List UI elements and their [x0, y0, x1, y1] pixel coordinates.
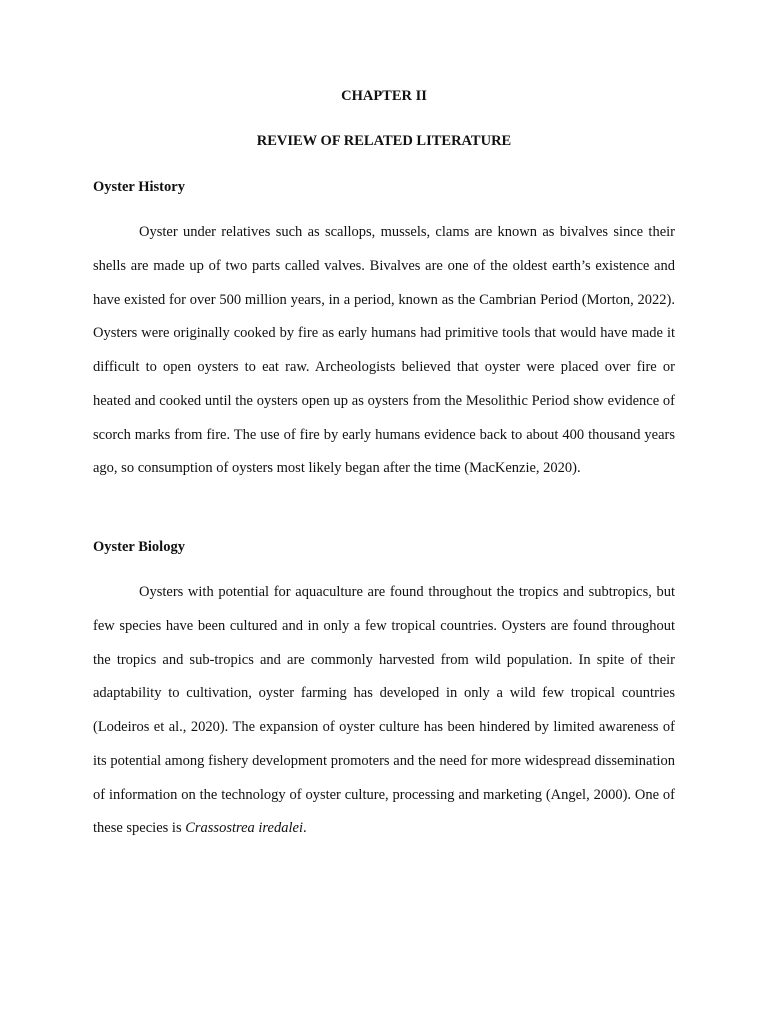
- paragraph-oyster-biology-end: .: [302, 820, 307, 837]
- chapter-title: REVIEW OF RELATED LITERATURE: [256, 133, 512, 149]
- species-name: Crassostrea iredalei: [185, 820, 303, 837]
- section-heading-oyster-biology: Oyster Biology: [93, 539, 185, 555]
- chapter-label: CHAPTER II: [341, 88, 427, 104]
- section-heading-oyster-history: Oyster History: [93, 179, 185, 195]
- paragraph-oyster-biology: [93, 576, 675, 846]
- paragraph-oyster-biology-text: Oysters with potential for aquaculture are found throughout the tropics and subtropics, but few species have been cultured and in only a few tropical countries. Oysters are found throughout the tropics and sub-tropics and are commonly harvested from wild population. In spite of their adaptability to cultivation, oyster farming has developed in only a wild few tropical countries (Lodeiros et al., 2020). The expansion of oyster culture has been hindered by limited awareness of its potential among fishery development promoters and the need for more widespread dissemination of information on the technology of oyster culture, processing and marketing (Angel, 2000). One of these species is: [93, 584, 675, 837]
- paragraph-oyster-history: Oyster under relatives such as scallops, mussels, clams are known as bivalves since their shells are made up of two parts called valves. Bivalves are one of the oldest earth’s existence and have existed for over 500 million years, in a period, known as the Cambrian Period (Morton, 2022). Oysters were originally cooked by fire as early humans had primitive tools that would have made it difficult to open oysters to eat raw. Archeologists believed that oyster were placed over fire or heated and cooked until the oysters open up as oysters from the Mesolithic Period show evidence of scorch marks from fire. The use of fire by early humans evidence back to about 400 thousand years ago, so consumption of oysters most likely began after the time (MacKenzie, 2020).: [93, 224, 675, 477]
